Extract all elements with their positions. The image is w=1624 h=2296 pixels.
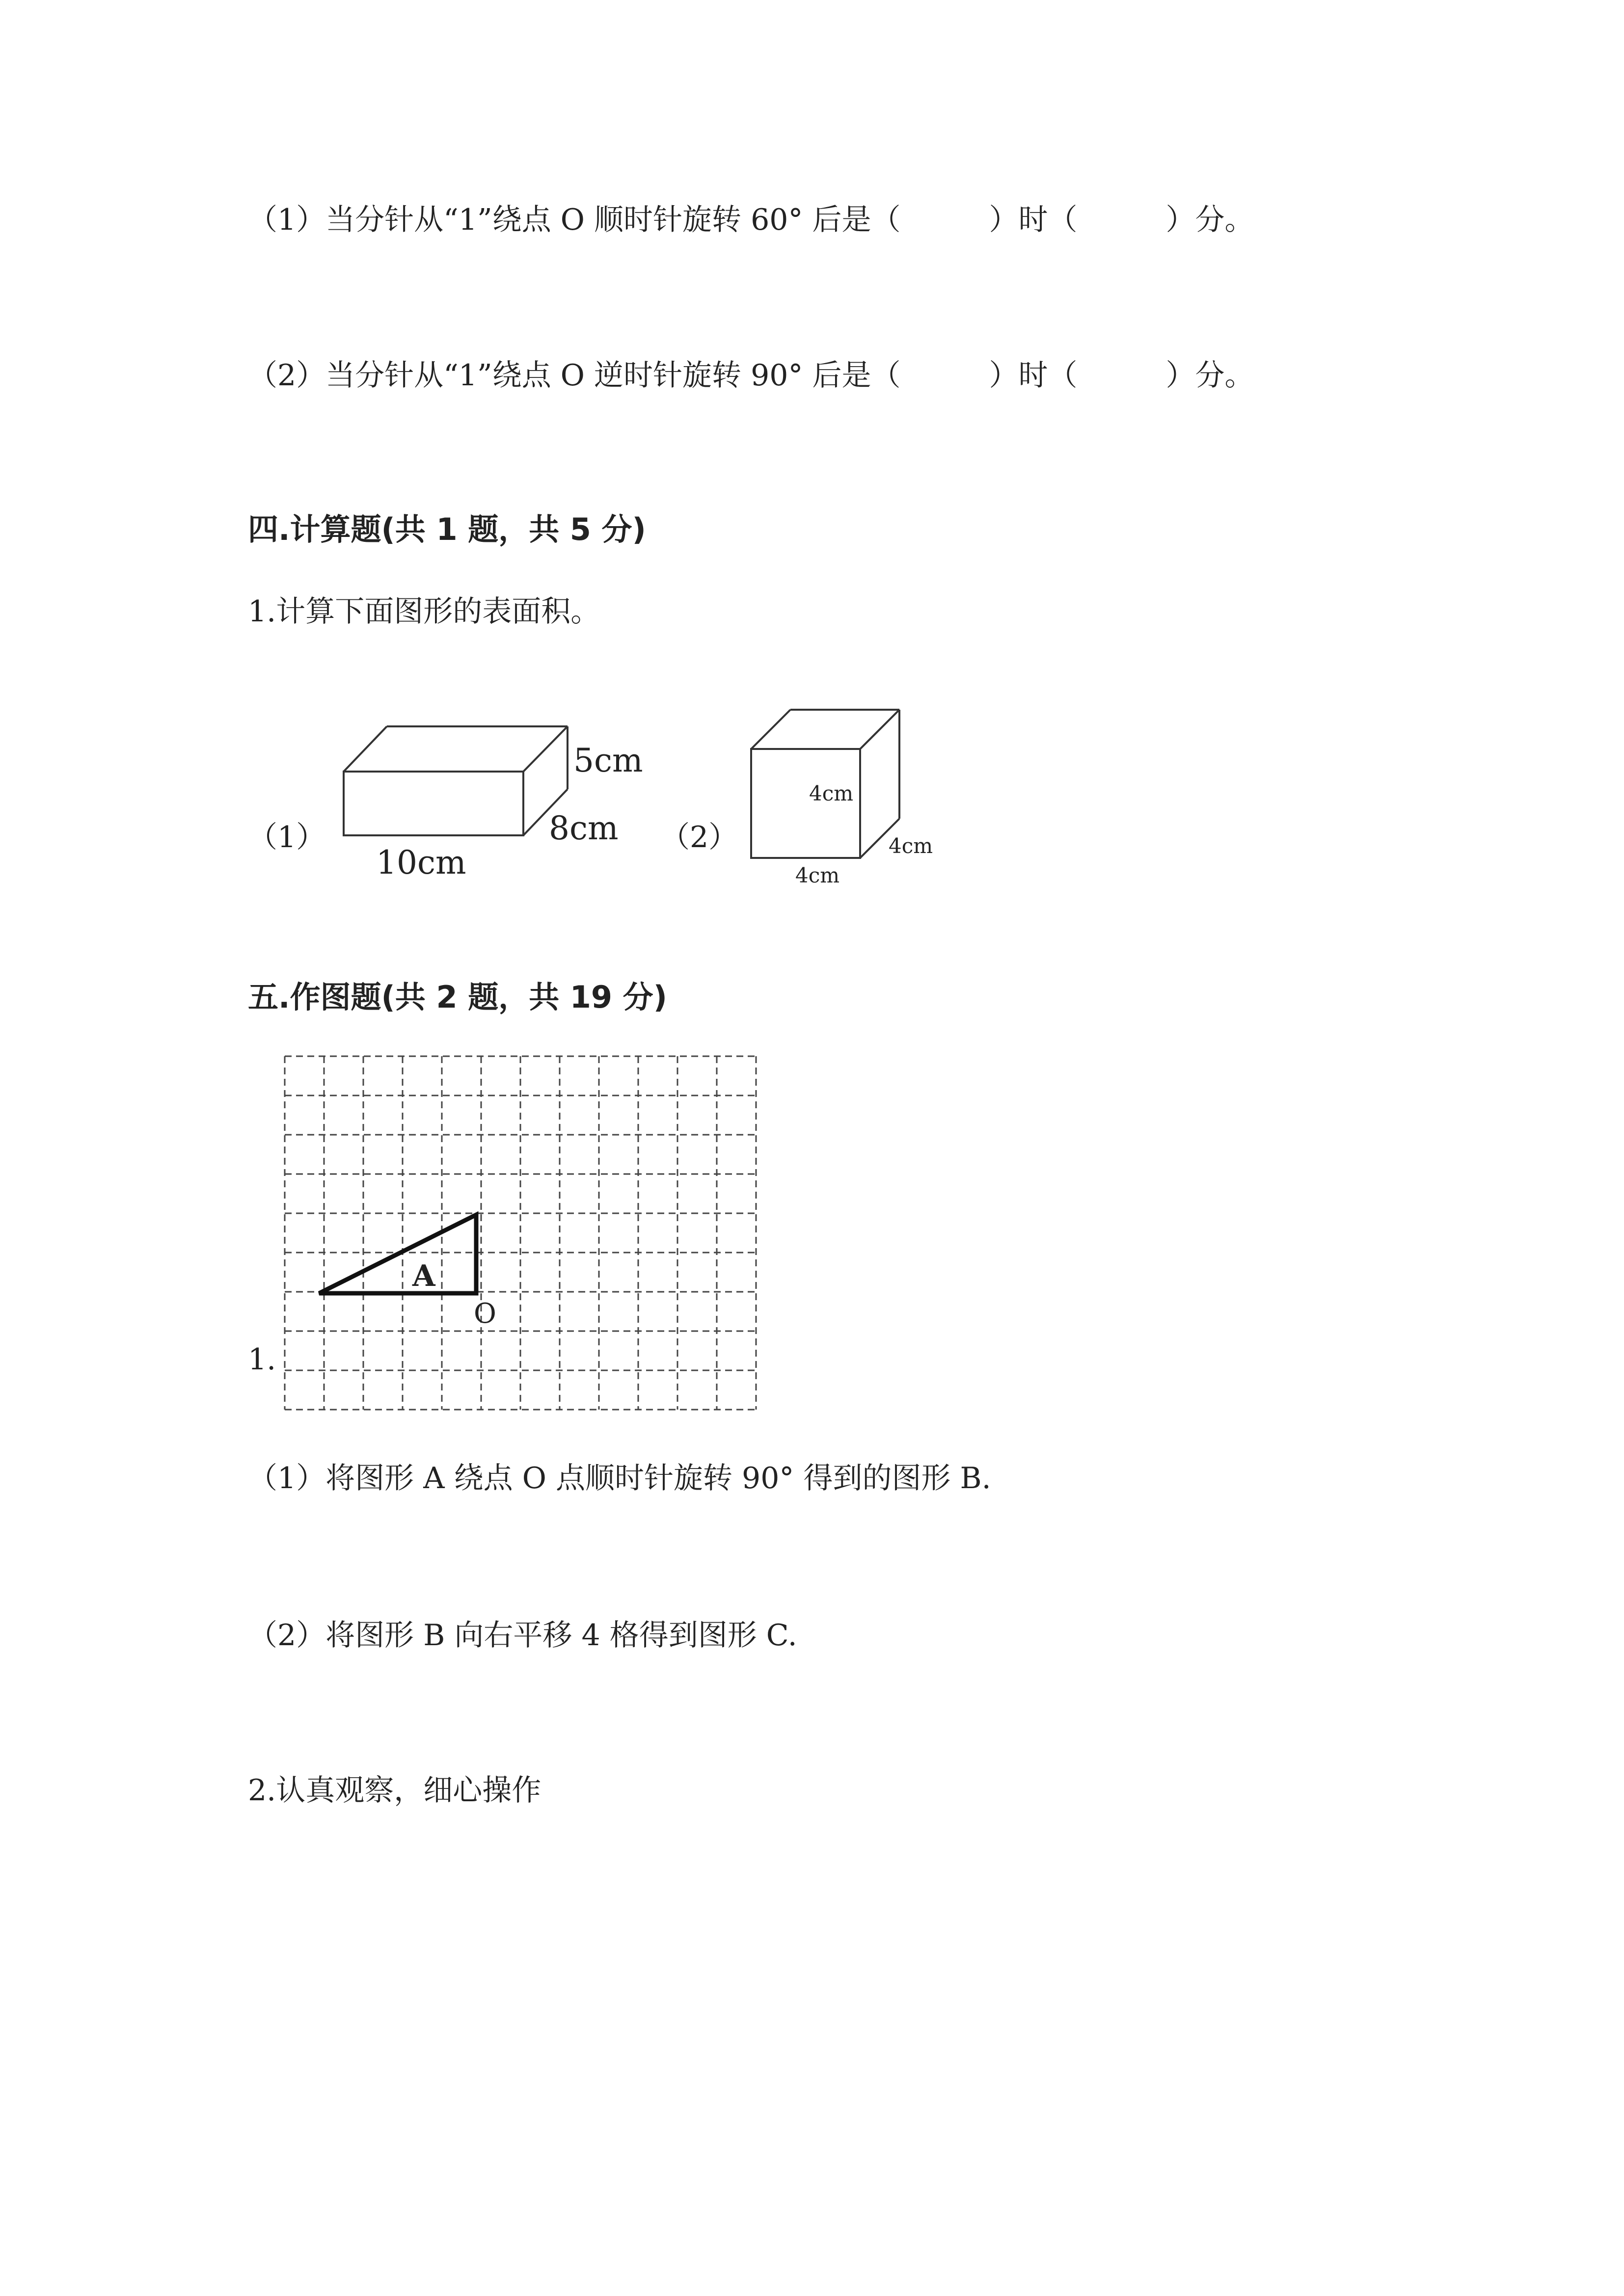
section-5-question-1-number: 1. [248,1342,276,1377]
cube-depth-label: 4cm [889,834,933,858]
cuboid-length-label: 10cm [376,844,466,881]
pivot-label-o: O [474,1298,496,1330]
section-5-heading: 五.作图题(共 2 题，共 19 分) [248,979,667,1015]
triangle-a [319,1215,476,1293]
dashed-grid [285,1056,756,1410]
triangle-label-a: A [412,1259,435,1293]
section-4-heading: 四.计算题(共 1 题，共 5 分) [248,511,646,547]
section-4-question-1: 1.计算下面图形的表面积。 [248,594,600,629]
clock-question-1: （1）当分针从“1”绕点 O 顺时针旋转 60° 后是（ ）时（ ）分。 [248,203,1254,237]
section-5-question-1-part-1: （1）将图形 A 绕点 O 点顺时针旋转 90° 得到的图形 B. [248,1461,991,1495]
figure-2-label: （2） [660,820,738,854]
section-5-question-1-part-2: （2）将图形 B 向右平移 4 格得到图形 C. [248,1618,797,1653]
clock-question-2: （2）当分针从“1”绕点 O 逆时针旋转 90° 后是（ ）时（ ）分。 [248,358,1254,393]
cube-height-label: 4cm [809,781,854,805]
figure-1-label: （1） [248,820,326,854]
section-5-question-2: 2.认真观察，细心操作 [248,1773,541,1808]
cuboid-figure [339,717,658,893]
cube-bottom-label: 4cm [795,863,840,887]
cuboid-height-label: 5cm [573,742,643,779]
cuboid-width-label: 8cm [549,809,619,847]
cube-figure [746,705,943,891]
grid-figure [280,1055,761,1418]
